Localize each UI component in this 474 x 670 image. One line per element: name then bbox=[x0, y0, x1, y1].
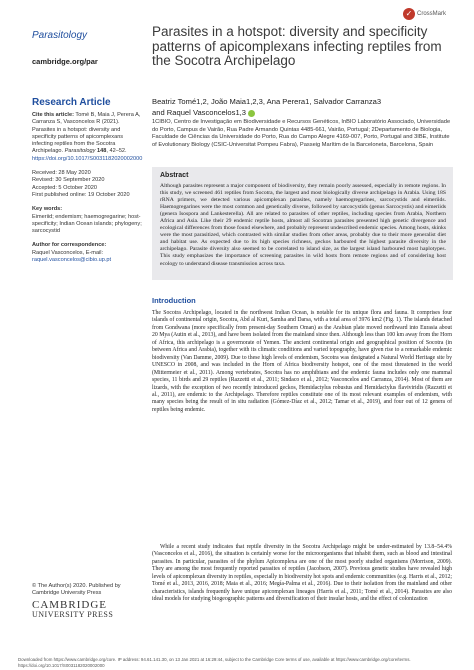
keywords-label: Key words: bbox=[32, 206, 63, 213]
article-sidebar bbox=[32, 112, 142, 271]
introduction-paragraph-1: The Socotra Archipelago, located in the northwest Indian Ocean, is notable for its unique flora and fauna. It comprises four islands of continental origin, Socotra, Abd al Kuri, Samha and Darsa, with a total area of 3976 km2 (Fig. 1). The islands detached from Gondwana (more specifically from present-day Southern Oman) as the Arabian plate moved northward into Eurasia about 20 Mya (Autin et al., 2013), and have been isolated from the mainland since then. Although less than 100 km away from the Horn of Africa, this archipelago is a governorate of Yemen. The ancient continental origin and geographical position of Socotra (in between Africa and Arabia), together with its climatic conditions and varied topography, have given rise to a remarkable endemic biodiversity (Van Damme, 2009). Due to these high levels of endemism, Socotra was designated a Natural World Heritage site by UNESCO in 2008, and was included in the Horn of Africa biodiversity hotspot, one of the most threatened in the world (Mittermeier et al., 2011). Among vertebrates, Socotra has no amphibians and the endemic fauna includes only one mammal species, 11 birds and 29 reptiles (Razzetti et al., 2011; Sindaco et al., 2012; Vasconcelos and Carranza, 2014). Most of them are lizards, with the exception of two recently introduced geckos, Hemidactylus robustus and Hemidactylus flaviviridis (Razzetti et al., 2011), are endemic to the Archipelago. Therefore reptiles constitute one of its most relevant examples of endemism, with many species being the result of in situ radiation (Gómez-Díaz et al., 2012; Tamar et al., 2019), and four out of 12 genera of reptiles being endemic. bbox=[152, 310, 452, 413]
affiliations: 1CIBIO, Centro de Investigação em Biodiversidade e Recursos Genéticos, InBIO Laboratório Associado, Universidade do Porto, Campus de Vairão, Rua Padre Armando Quintas 4485-661, Vairão, Portugal; 2Departamento de Biologia, Faculdade de Ciências da Universidade do Porto, Rua do Campo Alegre 4169-007, Porto, Portugal and 3IBE, Institute of Evolutionary Biology (CSIC-Universitat Pompeu Fabra), Passeig Marítim de la Barceloneta, Barcelona, Spain bbox=[152, 119, 451, 148]
citation bbox=[32, 112, 142, 163]
correspondence-name: Raquel Vasconcelos, bbox=[32, 249, 85, 256]
received-date: Received: 28 May 2020 bbox=[32, 170, 91, 177]
publisher-logo bbox=[32, 600, 113, 620]
cite-label: Cite this article: bbox=[32, 112, 74, 118]
authors-line-2-text: and Raquel Vasconcelos1,3 bbox=[152, 108, 247, 117]
accepted-date: Accepted: 5 October 2020 bbox=[32, 184, 97, 191]
introduction-heading: Introduction bbox=[152, 296, 196, 305]
abstract-text: Although parasites represent a major component of biodiversity, they remain poorly assessed, especially in remote regions. In this study, we screened 461 reptiles from Socotra, the largest and most biologically diverse archipelago in Arabia. Using 18S rRNA primers, we detected various apicomplexan parasites, namely haemogregarines, sarcocystids and eimeriids. Haemogregarines were the most common and genetically diverse, followed by sarcocystids (genus Sarcocystis) and eimeriids (genera Isospora and Lankesterella). All are related to parasites of other reptiles, including species from Arabia, Northern Africa and Asia. Like their 29 endemic reptile hosts, almost all Socotran parasites presented high genetic divergence and ecological differences from those found elsewhere, and probably represent undescribed endemic species. Among hosts, skinks were the most parasitized, which contrasted with similar studies from other areas, probably due to their more generalist diet and habitat use. As expected due to its high species richness, geckos harboured the highest parasite diversity in the archipelago. Parasite diversity also seemed to be correlated to island size, as the largest island harboured most haplotypes. This study emphasizes the importance of screening parasites in wild hosts from remote regions and of considering host ecology to understand disease transmission across taxa. bbox=[160, 183, 446, 267]
keywords bbox=[32, 206, 142, 235]
journal-name: Parasitology bbox=[32, 30, 88, 41]
orcid-icon[interactable] bbox=[248, 110, 255, 117]
cite-text: Tomé B, Maia J, Perera A, Carranza S, Vasconcelos R (2021). Parasites in a hotspot: diversity and specificity patterns of apicomplexans infecting reptiles from the Socotra Archipelago. bbox=[32, 112, 141, 155]
publisher-logo-line-1: CAMBRIDGE bbox=[32, 599, 108, 611]
section-label: Research Article bbox=[32, 97, 111, 108]
journal-url[interactable]: cambridge.org/par bbox=[32, 57, 98, 66]
abstract-box bbox=[152, 167, 453, 280]
keywords-text: Eimeriid; endemism; haemogregarine; host-specificity; Indian Ocean islands; phylogeny; sarcocystid bbox=[32, 213, 142, 235]
history bbox=[32, 170, 142, 199]
copyright-notice: © The Author(s) 2020. Published by Cambridge University Press bbox=[32, 583, 121, 597]
crossmark-badge[interactable] bbox=[403, 8, 446, 20]
authors-line-2 bbox=[152, 107, 452, 118]
download-footer: Downloaded from https://www.cambridge.org/core. IP address: 94.61.141.30, on 13 Jan 2021 at 16:29:44, subject to the Cambridge Core terms of use, available at https://www.cambridge.org/core/terms. https://doi.org/10.1017/S0031182020002000 bbox=[18, 657, 411, 668]
author-list bbox=[152, 96, 452, 118]
crossmark-icon: ✓ bbox=[403, 8, 415, 20]
revised-date: Revised: 30 September 2020 bbox=[32, 177, 105, 184]
authors-line-1: Beatriz Tomé1,2, João Maia1,2,3, Ana Perera1, Salvador Carranza3 bbox=[152, 97, 382, 106]
abstract-heading: Abstract bbox=[160, 172, 189, 179]
first-published-date: First published online: 19 October 2020 bbox=[32, 191, 130, 198]
email-label: E-mail: bbox=[85, 249, 104, 256]
cite-volume: 148 bbox=[97, 148, 107, 155]
cite-journal: Parasitology bbox=[64, 148, 96, 155]
cite-pages: , 42–52. bbox=[106, 148, 127, 155]
correspondence bbox=[32, 242, 142, 264]
introduction-paragraph-2: While a recent study indicates that reptile diversity in the Socotra Archipelago might be under-estimated by 13.8–54.4% (Vasconcelos et al., 2016), the situation is certainly worse for the microorganisms that inhabit them, such as blood and intestinal parasites. In particular, parasites of the phylum Apicomplexa are one of the most poorly studied organisms (Morrison, 2009). They are among the most frequently reported parasites of reptiles (Jacobson, 2007). Previous genetic studies have revealed high levels of apicomplexan diversity in reptiles, especially in biodiversity hot spots and endemic communities (e.g. Harris et al., 2012; Tomé et al., 2013, 2016, 2018; Maia et al., 2016; Megía-Palma et al., 2016). Due to their isolation from the mainland and other characteristics, islands frequently have unique apicomplexan lineages (Harris et al., 2011; Tomé et al., 2014). Parasites are also ideal models for studying biogeographic patterns and diversification of their insular hosts, and the effect of colonization bbox=[152, 544, 452, 603]
email-link[interactable]: raquel.vasconcelos@cibio.up.pt bbox=[32, 257, 112, 264]
correspondence-label: Author for correspondence: bbox=[32, 242, 107, 249]
article-title: Parasites in a hotspot: diversity and specificity patterns of apicomplexans infecting reptiles from the Socotra Archipelago bbox=[152, 24, 442, 68]
publisher-logo-line-2: UNIVERSITY PRESS bbox=[32, 610, 114, 619]
cite-doi-link[interactable]: https://doi.org/10.1017/S0031182020002000 bbox=[32, 155, 143, 162]
crossmark-label: CrossMark bbox=[416, 11, 446, 17]
